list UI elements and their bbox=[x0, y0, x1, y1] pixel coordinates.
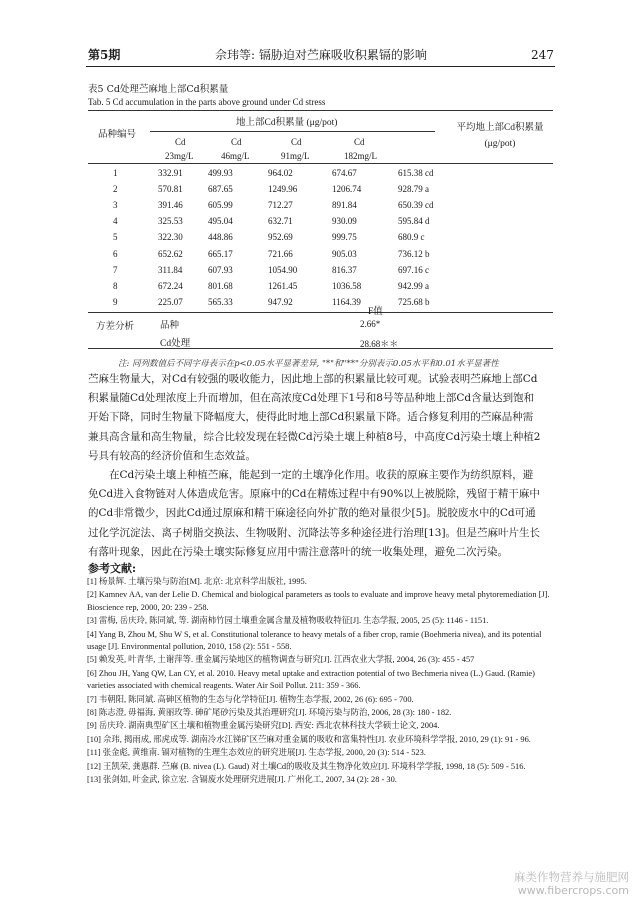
table-cell-value: 816.37 bbox=[332, 264, 357, 275]
col-header-group: 地上部Cd积累量 (μg/pot) bbox=[236, 118, 338, 128]
table-cell-value: 1054.90 bbox=[268, 264, 298, 275]
table-cell-variety: 6 bbox=[113, 248, 118, 259]
treatment-name: Cd bbox=[354, 137, 365, 147]
reference-item: [8] 陈志澄, 毋福海, 黄丽玫等. 砷矿尾砂污染及其治理研究[J]. 环境污染与防治, 2006, 28 (3): 180 - 182. bbox=[87, 708, 452, 718]
table-cell-value: 947.92 bbox=[268, 296, 293, 307]
table-cell-value: 1164.39 bbox=[332, 296, 361, 307]
reference-item: [9] 岳庆玲. 湖南典型矿区土壤和植物重金属污染研究[D]. 西安: 西北农林科技大学硕士论文, 2004. bbox=[87, 721, 440, 731]
table-cell-value: 712.27 bbox=[268, 200, 293, 211]
reference-item: [13] 张剑如, 叶金武, 徐立宏. 含镉废水处理研究进展[J]. 广州化工, 2007, 34 (2): 28 - 30. bbox=[87, 775, 397, 785]
table-top-rule bbox=[88, 110, 553, 111]
table-cell-value: 391.46 bbox=[158, 200, 183, 211]
table-cell-mean: 615.38 cd bbox=[398, 168, 434, 178]
anova-factor: 品种 bbox=[160, 321, 180, 331]
table-cell-value: 801.68 bbox=[208, 280, 233, 291]
treatment-concentration: 182mg/L bbox=[344, 151, 377, 161]
paragraph-1: 苎麻生物量大，对Cd有较强的吸收能力，因此地上部的积累量比较可观。试验表明苎麻地上部Cd积累量随Cd处理浓度上升而增加，但在高浓度Cd处理下1号和8号等品种地上部Cd含量达到饱和开始下降，同时生物量下降幅度大，使得此时地上部Cd积累量下降。适合修复利用的苎麻品种需兼具高含量和高生物量，综合比较发现在轻微Cd污染土壤上种植8号，中高度Cd污染土壤上种植2号具有较高的经济价值和生态效益。 bbox=[88, 373, 541, 462]
table-cell-variety: 4 bbox=[113, 216, 118, 227]
table-cell-variety: 5 bbox=[113, 232, 118, 243]
reference-item: [10] 佘玮, 揭雨成, 邢虎成等. 湖南冷水江锑矿区苎麻对重金属的吸收和富集特性[J]. 农业环境科学学报, 2010, 29 (1): 91 - 96. bbox=[87, 734, 531, 744]
table-head-rule bbox=[88, 163, 553, 164]
references-heading: 参考文献: bbox=[88, 562, 137, 575]
table-cell-value: 570.81 bbox=[158, 184, 183, 195]
table-cell-value: 448.86 bbox=[208, 232, 233, 243]
journal-issue: 第5期 bbox=[88, 48, 121, 62]
table-cell-mean: 942.99 a bbox=[398, 280, 429, 291]
watermark-cn: 麻类作物营养与施肥网 bbox=[514, 870, 629, 884]
running-title: 佘玮等: 镉胁迫对苎麻吸收积累镉的影响 bbox=[215, 48, 427, 62]
reference-item: [1] 杨景辉. 土壤污染与防治[M]. 北京: 北京科学出版社, 1995. bbox=[87, 577, 307, 586]
treatment-concentration: 23mg/L bbox=[165, 151, 194, 161]
table-cell-value: 325.53 bbox=[158, 216, 183, 227]
table-cell-value: 891.84 bbox=[332, 200, 357, 211]
table-cell-variety: 3 bbox=[113, 200, 118, 211]
table-cell-value: 999.75 bbox=[332, 232, 357, 243]
table-cell-mean: 725.68 b bbox=[398, 296, 430, 307]
table-cell-value: 632.71 bbox=[268, 216, 293, 227]
table-cell-variety: 1 bbox=[113, 168, 118, 178]
reference-item: [11] 张金彪, 黄维南. 镉对植物的生理生态效应的研究进展[J]. 生态学报, 2000, 20 (3): 514 - 523. bbox=[87, 748, 426, 758]
anova-f-value: 28.68＊＊ bbox=[360, 339, 399, 349]
table-cell-value: 332.91 bbox=[158, 168, 183, 178]
col-header-variety: 品种编号 bbox=[98, 130, 137, 140]
table-cell-variety: 7 bbox=[113, 264, 118, 275]
reference-list bbox=[87, 576, 557, 788]
table-cell-value: 499.93 bbox=[208, 168, 233, 178]
table-cell-value: 665.17 bbox=[208, 248, 233, 259]
reference-item: [5] 赖发英, 叶青华, 土谢萍等. 重金属污染地区的植物调查与研究[J]. 江西农业大学报, 2004, 26 (3): 455 - 457 bbox=[87, 655, 475, 665]
table-cell-value: 1249.96 bbox=[268, 184, 298, 195]
table-caption-en: Tab. 5 Cd accumulation in the parts above ground under Cd stress bbox=[88, 97, 326, 107]
reference-item: [4] Yang B, Zhou M, Shu W S, et al. Constitutional tolerance to heavy metals of a fiber crop, ramie (Boehmeria nivea), and its potential usage [J]. Environmental pollution, 2010, 158 (2): 551 - 558. bbox=[87, 629, 542, 652]
table-cell-value: 495.04 bbox=[208, 216, 233, 227]
table-cell-mean: 928.79 a bbox=[398, 184, 429, 195]
table-cell-value: 225.07 bbox=[158, 296, 183, 307]
table-cell-value: 930.09 bbox=[332, 216, 357, 227]
anova-f-value: 2.66* bbox=[360, 319, 381, 329]
table-cell-mean: 650.39 cd bbox=[398, 200, 434, 211]
table-cell-mean: 680.9 c bbox=[398, 232, 425, 243]
treatment-concentration: 46mg/L bbox=[221, 151, 250, 161]
table-cell-value: 721.66 bbox=[268, 248, 293, 259]
col-header-mean: 平均地上部Cd积累量 (μg/pot) bbox=[456, 123, 544, 149]
body-text bbox=[88, 370, 543, 562]
table-caption-cn: 表5 Cd处理苎麻地上部Cd积累量 bbox=[88, 84, 229, 95]
table-cell-value: 1206.74 bbox=[332, 184, 362, 195]
reference-item: [2] Kamnev AA, van der Lelie D. Chemical and biological parameters as tools to evaluate and improve heavy metal phytoremediation [J]. Bioscience rep, 2000, 20: 239 - 258. bbox=[87, 590, 550, 612]
table-cell-value: 311.84 bbox=[158, 264, 183, 275]
table-cell-value: 605.99 bbox=[208, 200, 233, 211]
f-value-label: F值 bbox=[368, 307, 383, 317]
table-cell-value: 672.24 bbox=[158, 280, 183, 291]
treatment-concentration: 91mg/L bbox=[281, 151, 310, 161]
paragraph-2: 在Cd污染土壤上种植苎麻，能起到一定的土壤净化作用。收获的原麻主要作为纺织原料，避免Cd进入食物链对人体造成危害。原麻中的Cd在精炼过程中有90%以上被脱除，残留于精干麻中的Cd非常微少，因此Cd通过原麻和精干麻途径向外扩散的绝对量很少[5]。脱胶废水中的Cd可通过化学沉淀法、离子树脂交换法、生物吸附、沉降法等多种途径进行治理[13]。但是苎麻叶片生长有落叶现象，因此在污染土壤实际修复应用中需注意落叶的统一收集处理，避免二次污染。 bbox=[88, 469, 541, 558]
table-sep-rule bbox=[88, 312, 553, 313]
table-cell-value: 322.30 bbox=[158, 232, 183, 243]
table-cell-variety: 2 bbox=[113, 184, 118, 195]
table-group-rule bbox=[150, 131, 435, 132]
table-cell-value: 607.93 bbox=[208, 264, 233, 275]
table-cell-value: 674.67 bbox=[332, 168, 357, 178]
table-cell-mean: 736.12 b bbox=[398, 248, 430, 259]
table-cell-value: 952.69 bbox=[268, 232, 293, 243]
table-cell-variety: 8 bbox=[113, 280, 118, 291]
table-cell-variety: 9 bbox=[113, 296, 118, 307]
table-bottom-rule bbox=[88, 348, 553, 349]
treatment-name: Cd bbox=[291, 137, 302, 147]
table-cell-value: 964.02 bbox=[268, 168, 293, 178]
reference-item: [3] 雷梅, 岳庆玲, 陈同斌, 等. 湖南柿竹园土壤重金属含量及植物吸收特征[J]. 生态学报, 2005, 25 (5): 1146 - 1151. bbox=[87, 616, 489, 626]
table-cell-mean: 595.84 d bbox=[398, 216, 430, 227]
table-cell-value: 1261.45 bbox=[268, 280, 298, 291]
table-cell-value: 652.62 bbox=[158, 248, 183, 259]
anova-factor: Cd处理 bbox=[160, 339, 191, 349]
treatment-name: Cd bbox=[231, 137, 242, 147]
reference-item: [12] 王凯荣, 龚惠群. 苎麻 (B. nivea (L). Gaud) 对土壤Cd的吸收及其生物净化效应[J]. 环境科学学报, 1998, 18 (5): 509 - 516. bbox=[87, 761, 526, 771]
table-cell-mean: 697.16 c bbox=[398, 264, 429, 275]
reference-item: [7] 韦朝阳, 陈同斌. 高砷区植物的生态与化学特征[J]. 植物生态学报, 2002, 26 (6): 695 - 700. bbox=[87, 694, 414, 704]
watermark-url: www.fibercrops.com bbox=[517, 884, 629, 897]
header-rule bbox=[86, 66, 555, 67]
table-note: 注: 同列数值后不同字母表示在p<0.05水平显著差异, "*"和"**"分别表示0.05水平和0.01水平显著性 bbox=[118, 359, 499, 369]
table-cell-value: 565.33 bbox=[208, 296, 233, 307]
reference-item: [6] Zhou JH, Yang QW, Lan CY, et al. 2010. Heavy metal uptake and extraction potential of two Bechmeria nivea (L.) Gaud. (Ramie) varieties associated with chemical reagents. Water Air Soil Pollut. 211: 359 - 366. bbox=[87, 668, 535, 691]
treatment-name: Cd bbox=[175, 137, 186, 147]
anova-label: 方差分析 bbox=[96, 322, 135, 332]
page-number: 247 bbox=[531, 48, 554, 62]
table-cell-value: 1036.58 bbox=[332, 280, 362, 291]
table-cell-value: 905.03 bbox=[332, 248, 357, 259]
table-cell-value: 687.65 bbox=[208, 184, 233, 195]
